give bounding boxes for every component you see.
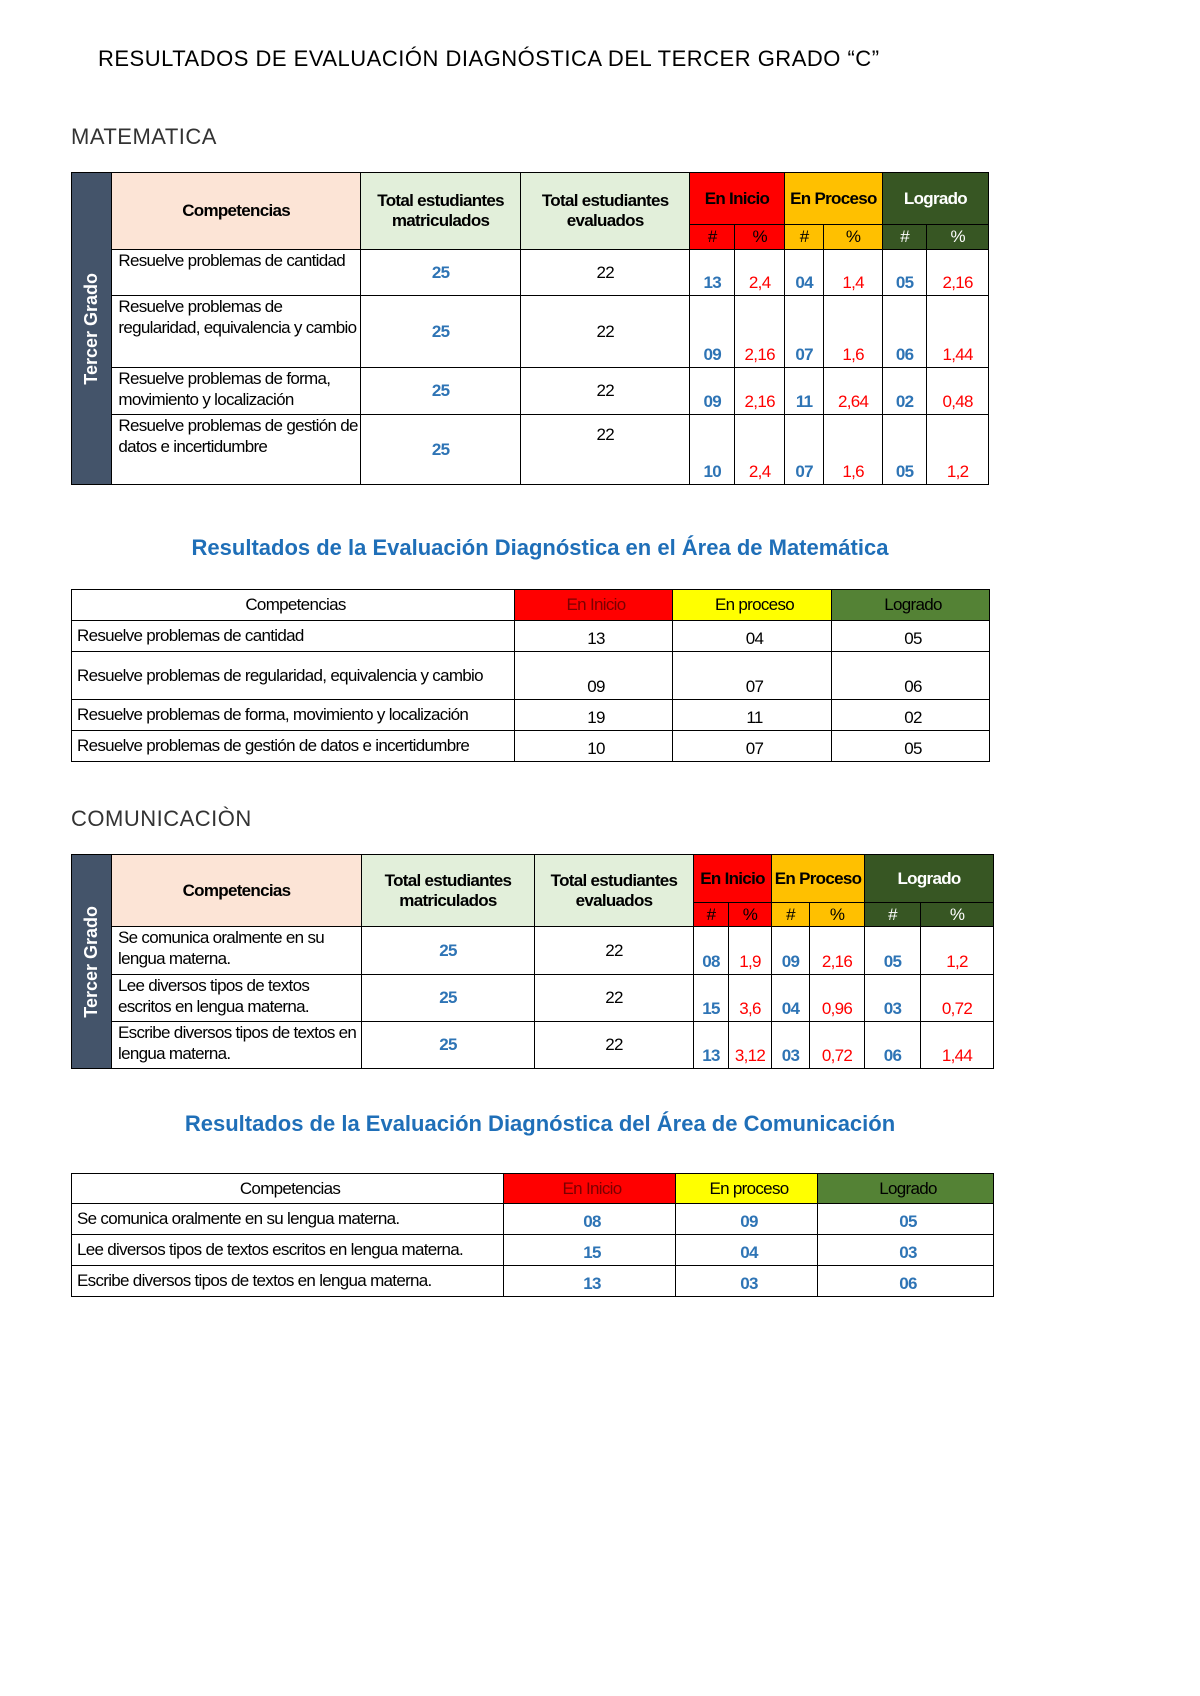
header-pct: % bbox=[729, 903, 772, 927]
competencia-cell: Resuelve problemas de forma, movimiento y localización bbox=[72, 700, 515, 731]
inicio-num-cell: 13 bbox=[694, 1022, 729, 1069]
math-summary-table bbox=[71, 589, 990, 762]
header-proceso: En proceso bbox=[673, 590, 832, 621]
evaluados-cell: 22 bbox=[521, 250, 690, 296]
competencia-cell: Resuelve problemas de gestión de datos e incertidumbre bbox=[72, 731, 515, 762]
proceso-pct-cell: 1,4 bbox=[824, 250, 883, 296]
proceso-pct-cell: 0,72 bbox=[810, 1022, 865, 1069]
proceso-num-cell: 04 bbox=[772, 975, 810, 1022]
header-num: # bbox=[772, 903, 810, 927]
inicio-cell: 08 bbox=[504, 1204, 676, 1235]
proceso-cell: 04 bbox=[673, 621, 832, 652]
header-logrado: Logrado bbox=[882, 173, 988, 225]
header-logrado: Logrado bbox=[818, 1174, 994, 1204]
proceso-cell: 07 bbox=[673, 731, 832, 762]
inicio-pct-cell: 2,16 bbox=[735, 368, 784, 415]
table-row bbox=[72, 927, 994, 975]
table-row bbox=[72, 652, 990, 700]
inicio-num-cell: 15 bbox=[694, 975, 729, 1022]
logrado-cell: 06 bbox=[832, 652, 990, 700]
proceso-cell: 04 bbox=[676, 1235, 818, 1266]
header-num: # bbox=[784, 225, 823, 250]
header-competencias: Competencias bbox=[112, 173, 360, 250]
competencia-cell: Resuelve problemas de cantidad bbox=[72, 621, 515, 652]
evaluados-cell: 22 bbox=[521, 296, 690, 368]
competencia-cell: Se comunica oralmente en su lengua materna. bbox=[112, 927, 362, 975]
header-competencias: Competencias bbox=[72, 590, 515, 621]
competencia-cell: Resuelve problemas de regularidad, equivalencia y cambio bbox=[112, 296, 360, 368]
table-row bbox=[72, 415, 989, 485]
inicio-cell: 19 bbox=[515, 700, 673, 731]
inicio-cell: 13 bbox=[504, 1266, 676, 1297]
competencia-cell: Resuelve problemas de cantidad bbox=[112, 250, 360, 296]
header-proceso: En proceso bbox=[676, 1174, 818, 1204]
matriculados-cell: 25 bbox=[360, 296, 521, 368]
logrado-pct-cell: 1,2 bbox=[927, 415, 989, 485]
header-matriculados: Total estudiantes matriculados bbox=[360, 173, 521, 250]
inicio-num-cell: 13 bbox=[690, 250, 735, 296]
header-inicio: En Inicio bbox=[504, 1174, 676, 1204]
evaluados-cell: 22 bbox=[535, 1022, 694, 1069]
header-proceso: En Proceso bbox=[772, 855, 865, 903]
inicio-num-cell: 09 bbox=[690, 368, 735, 415]
proceso-cell: 03 bbox=[676, 1266, 818, 1297]
section-title-com: COMUNICACIÒN bbox=[71, 806, 252, 831]
inicio-pct-cell: 3,12 bbox=[729, 1022, 772, 1069]
side-label-cell bbox=[72, 855, 112, 1069]
results-title-com: Resultados de la Evaluación Diagnóstica del Área de Comunicación bbox=[184, 1111, 896, 1136]
header-inicio: En Inicio bbox=[690, 173, 785, 225]
matriculados-cell: 25 bbox=[362, 975, 535, 1022]
table-row bbox=[72, 368, 989, 415]
logrado-num-cell: 05 bbox=[882, 250, 926, 296]
logrado-cell: 05 bbox=[832, 731, 990, 762]
math-detail-table bbox=[71, 172, 989, 485]
table-row bbox=[72, 1266, 994, 1297]
inicio-num-cell: 10 bbox=[690, 415, 735, 485]
competencia-cell: Resuelve problemas de regularidad, equivalencia y cambio bbox=[72, 652, 515, 700]
side-label: Tercer Grado bbox=[81, 905, 101, 1018]
proceso-cell: 07 bbox=[673, 652, 832, 700]
inicio-cell: 13 bbox=[515, 621, 673, 652]
inicio-cell: 15 bbox=[504, 1235, 676, 1266]
competencia-cell: Lee diversos tipos de textos escritos en lengua materna. bbox=[112, 975, 362, 1022]
evaluados-cell: 22 bbox=[535, 927, 694, 975]
competencia-cell: Escribe diversos tipos de textos en lengua materna. bbox=[72, 1266, 504, 1297]
header-num: # bbox=[882, 225, 926, 250]
proceso-num-cell: 09 bbox=[772, 927, 810, 975]
header-pct: % bbox=[810, 903, 865, 927]
proceso-num-cell: 03 bbox=[772, 1022, 810, 1069]
header-pct: % bbox=[927, 225, 989, 250]
matriculados-cell: 25 bbox=[360, 250, 521, 296]
logrado-num-cell: 06 bbox=[882, 296, 926, 368]
competencia-cell: Escribe diversos tipos de textos en lengua materna. bbox=[112, 1022, 362, 1069]
matriculados-cell: 25 bbox=[360, 415, 521, 485]
logrado-pct-cell: 1,44 bbox=[927, 296, 989, 368]
inicio-pct-cell: 3,6 bbox=[729, 975, 772, 1022]
logrado-pct-cell: 1,44 bbox=[921, 1022, 994, 1069]
side-label: Tercer Grado bbox=[81, 272, 102, 385]
header-logrado: Logrado bbox=[865, 855, 994, 903]
header-num: # bbox=[690, 225, 735, 250]
proceso-pct-cell: 1,6 bbox=[824, 415, 883, 485]
header-pct: % bbox=[824, 225, 883, 250]
proceso-pct-cell: 1,6 bbox=[824, 296, 883, 368]
inicio-num-cell: 08 bbox=[694, 927, 729, 975]
table-row bbox=[72, 975, 994, 1022]
competencia-cell: Lee diversos tipos de textos escritos en lengua materna. bbox=[72, 1235, 504, 1266]
logrado-num-cell: 05 bbox=[882, 415, 926, 485]
matriculados-cell: 25 bbox=[360, 368, 521, 415]
header-evaluados: Total estudiantes evaluados bbox=[535, 855, 694, 927]
header-evaluados: Total estudiantes evaluados bbox=[521, 173, 690, 250]
table-row bbox=[72, 1204, 994, 1235]
logrado-pct-cell: 0,72 bbox=[921, 975, 994, 1022]
logrado-num-cell: 02 bbox=[882, 368, 926, 415]
table-row bbox=[72, 1022, 994, 1069]
header-competencias: Competencias bbox=[112, 855, 362, 927]
logrado-pct-cell: 2,16 bbox=[927, 250, 989, 296]
competencia-cell: Resuelve problemas de forma, movimiento y localización bbox=[112, 368, 360, 415]
logrado-pct-cell: 0,48 bbox=[927, 368, 989, 415]
inicio-pct-cell: 2,16 bbox=[735, 296, 784, 368]
proceso-pct-cell: 2,16 bbox=[810, 927, 865, 975]
proceso-cell: 11 bbox=[673, 700, 832, 731]
evaluados-cell: 22 bbox=[521, 415, 690, 485]
page-title: RESULTADOS DE EVALUACIÓN DIAGNÓSTICA DEL TERCER GRADO “C” bbox=[98, 46, 880, 71]
competencia-cell: Resuelve problemas de gestión de datos e incertidumbre bbox=[112, 415, 360, 485]
competencia-cell: Se comunica oralmente en su lengua materna. bbox=[72, 1204, 504, 1235]
com-summary-table bbox=[71, 1173, 994, 1297]
evaluados-cell: 22 bbox=[521, 368, 690, 415]
logrado-cell: 06 bbox=[818, 1266, 994, 1297]
proceso-num-cell: 07 bbox=[784, 296, 823, 368]
inicio-cell: 10 bbox=[515, 731, 673, 762]
header-pct: % bbox=[735, 225, 784, 250]
header-proceso: En Proceso bbox=[784, 173, 882, 225]
proceso-num-cell: 07 bbox=[784, 415, 823, 485]
logrado-pct-cell: 1,2 bbox=[921, 927, 994, 975]
section-title-math: MATEMATICA bbox=[71, 124, 217, 149]
inicio-cell: 09 bbox=[515, 652, 673, 700]
proceso-cell: 09 bbox=[676, 1204, 818, 1235]
inicio-pct-cell: 2,4 bbox=[735, 415, 784, 485]
results-title-math: Resultados de la Evaluación Diagnóstica en el Área de Matemática bbox=[191, 535, 889, 560]
header-logrado: Logrado bbox=[832, 590, 990, 621]
table-row bbox=[72, 621, 990, 652]
com-detail-table bbox=[71, 854, 994, 1069]
matriculados-cell: 25 bbox=[362, 1022, 535, 1069]
inicio-pct-cell: 2,4 bbox=[735, 250, 784, 296]
table-row bbox=[72, 250, 989, 296]
proceso-pct-cell: 2,64 bbox=[824, 368, 883, 415]
header-inicio: En Inicio bbox=[694, 855, 772, 903]
logrado-cell: 05 bbox=[832, 621, 990, 652]
proceso-num-cell: 04 bbox=[784, 250, 823, 296]
proceso-num-cell: 11 bbox=[784, 368, 823, 415]
logrado-cell: 05 bbox=[818, 1204, 994, 1235]
evaluados-cell: 22 bbox=[535, 975, 694, 1022]
inicio-pct-cell: 1,9 bbox=[729, 927, 772, 975]
logrado-cell: 03 bbox=[818, 1235, 994, 1266]
logrado-num-cell: 05 bbox=[865, 927, 921, 975]
proceso-pct-cell: 0,96 bbox=[810, 975, 865, 1022]
header-num: # bbox=[694, 903, 729, 927]
header-matriculados: Total estudiantes matriculados bbox=[362, 855, 535, 927]
header-competencias: Competencias bbox=[72, 1174, 504, 1204]
table-row bbox=[72, 731, 990, 762]
logrado-num-cell: 06 bbox=[865, 1022, 921, 1069]
side-label-cell bbox=[72, 173, 112, 485]
inicio-num-cell: 09 bbox=[690, 296, 735, 368]
header-pct: % bbox=[921, 903, 994, 927]
table-row bbox=[72, 1235, 994, 1266]
table-row bbox=[72, 296, 989, 368]
table-row bbox=[72, 700, 990, 731]
header-inicio: En Inicio bbox=[515, 590, 673, 621]
logrado-num-cell: 03 bbox=[865, 975, 921, 1022]
logrado-cell: 02 bbox=[832, 700, 990, 731]
header-num: # bbox=[865, 903, 921, 927]
matriculados-cell: 25 bbox=[362, 927, 535, 975]
